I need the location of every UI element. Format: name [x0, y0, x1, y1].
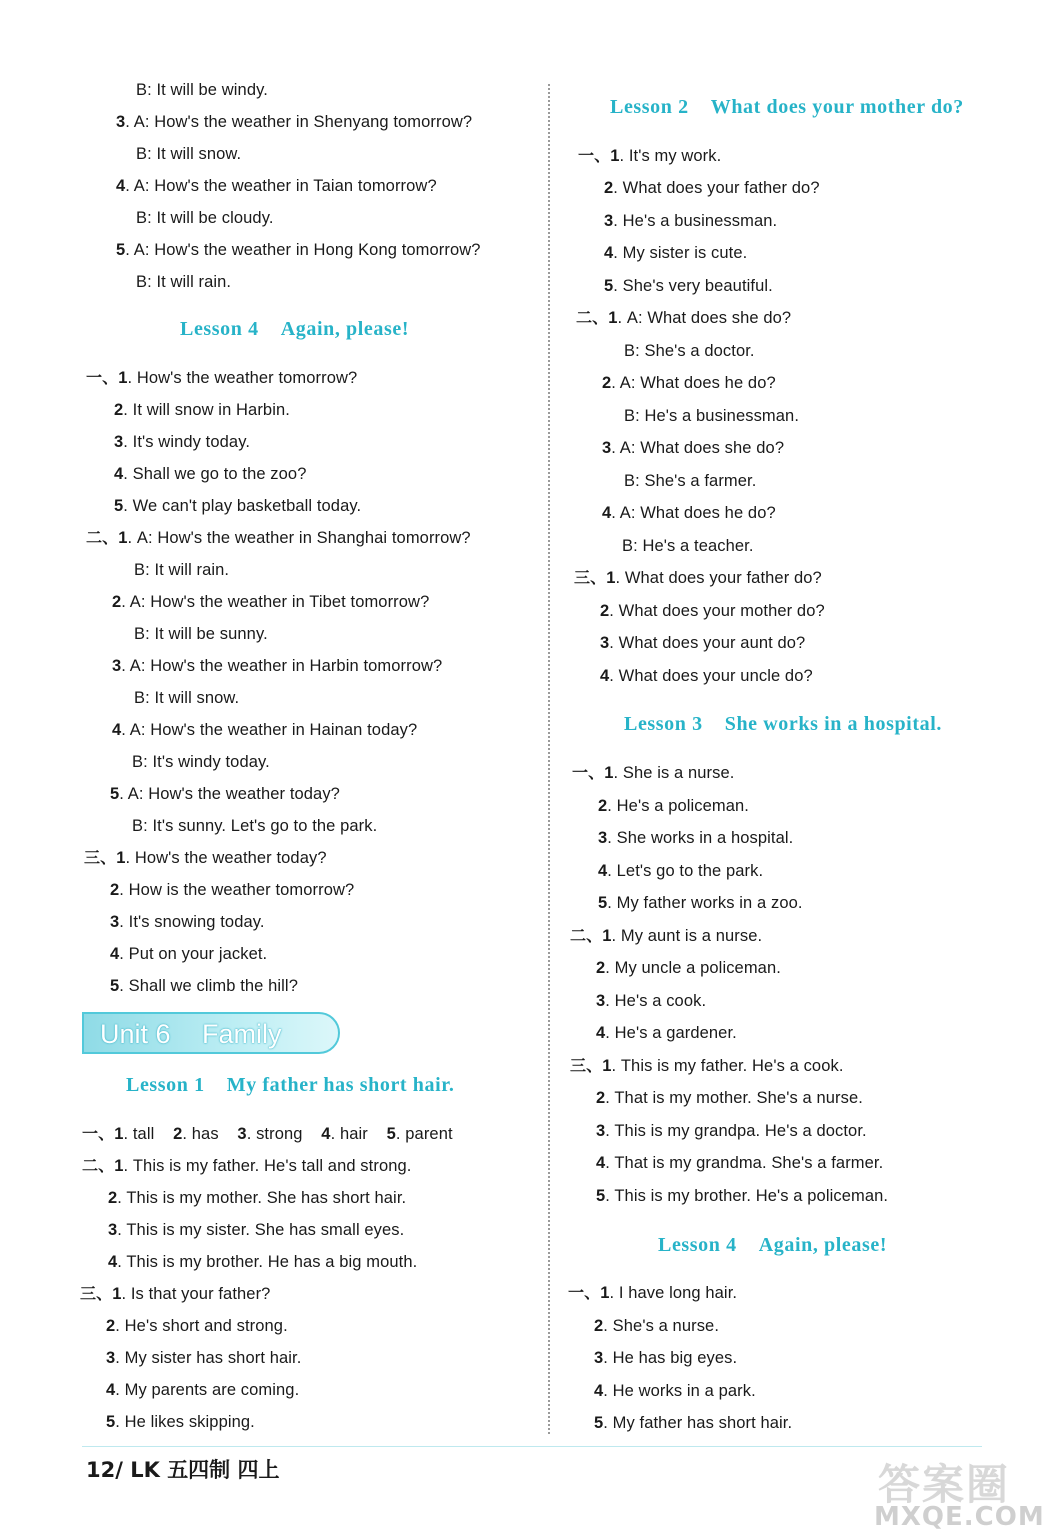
answer-line: 二、1. A: What does she do?: [576, 308, 792, 327]
page-footer: 12/ LK 五四制 四上: [86, 1458, 280, 1482]
lesson-heading: Lesson 3 She works in a hospital.: [624, 713, 942, 735]
answer-line: 5. She's very beautiful.: [604, 277, 773, 295]
answer-line: 3. He's a businessman.: [604, 212, 778, 230]
answer-line: B: It will be windy.: [136, 81, 268, 99]
unit-label: Unit 6: [100, 1019, 171, 1049]
column-divider: [548, 84, 550, 1434]
answer-line: B: He's a businessman.: [624, 407, 800, 425]
answer-line: 5. We can't play basketball today.: [114, 497, 362, 515]
answer-line: 2. That is my mother. She's a nurse.: [596, 1089, 863, 1107]
book-code: LK: [130, 1458, 160, 1482]
answer-line: 一、1. She is a nurse.: [572, 763, 735, 782]
answer-line: B: It will be cloudy.: [136, 209, 274, 227]
answer-line: 二、1. My aunt is a nurse.: [570, 926, 763, 945]
answer-line: B: It's sunny. Let's go to the park.: [132, 817, 378, 835]
lesson-heading: Lesson 4 Again, please!: [658, 1234, 888, 1256]
answer-line: 一、1. How's the weather tomorrow?: [86, 368, 358, 387]
answer-line: 2. A: How's the weather in Tibet tomorrow?: [112, 593, 430, 611]
answer-line: 3. This is my grandpa. He's a doctor.: [596, 1122, 867, 1140]
answer-line: 2. This is my mother. She has short hair.: [108, 1189, 407, 1207]
answer-line: 2. She's a nurse.: [594, 1317, 720, 1335]
answer-line: 2. What does your father do?: [604, 179, 820, 197]
answer-line: 3. He's a cook.: [596, 992, 707, 1010]
answer-line: 3. This is my sister. She has small eyes.: [108, 1221, 405, 1239]
answer-line: 2. A: What does he do?: [602, 374, 776, 392]
answer-line: 3. My sister has short hair.: [106, 1349, 302, 1367]
answer-line: 一、1. It's my work.: [578, 146, 722, 165]
answer-line: 4. A: How's the weather in Taian tomorrow?: [116, 177, 437, 195]
answer-line: 2. What does your mother do?: [600, 602, 825, 620]
answer-line: 4. That is my grandma. She's a farmer.: [596, 1154, 884, 1172]
answer-line: 2. How is the weather tomorrow?: [110, 881, 355, 899]
answer-line: 4. My parents are coming.: [106, 1381, 300, 1399]
answer-line: 3. She works in a hospital.: [598, 829, 794, 847]
answer-line: 4. Let's go to the park.: [598, 862, 764, 880]
answer-line: 4. A: How's the weather in Hainan today?: [112, 721, 418, 739]
answer-line: 一、1. I have long hair.: [568, 1283, 738, 1302]
answer-line: B: She's a doctor.: [624, 342, 755, 360]
answer-line: B: It will snow.: [136, 145, 242, 163]
lesson-heading: Lesson 4 Again, please!: [180, 318, 410, 340]
answer-line: 5. A: How's the weather today?: [110, 785, 340, 803]
answer-line: 4. My sister is cute.: [604, 244, 748, 262]
answer-line: B: It's windy today.: [132, 753, 270, 771]
answer-line: 三、1. What does your father do?: [574, 568, 822, 587]
answer-line: 3. It's windy today.: [114, 433, 251, 451]
answer-line: 2. My uncle a policeman.: [596, 959, 781, 977]
watermark-logo: 答案圈 MXQE.COM: [874, 1460, 1045, 1532]
answer-line: 3. A: How's the weather in Harbin tomorrow?: [112, 657, 443, 675]
answer-line: 4. He's a gardener.: [596, 1024, 737, 1042]
unit-name: Family: [202, 1019, 282, 1049]
answer-line: 3. What does your aunt do?: [600, 634, 806, 652]
answer-line: 三、1. This is my father. He's a cook.: [570, 1056, 844, 1075]
answer-line: 一、1. tall 2. has 3. strong 4. hair 5. parent: [82, 1124, 453, 1143]
answer-line: 二、1. A: How's the weather in Shanghai tomorrow?: [86, 528, 471, 547]
answer-line: B: He's a teacher.: [622, 537, 754, 555]
unit-banner: [82, 1012, 340, 1054]
answer-line: 2. He's short and strong.: [106, 1317, 288, 1335]
answer-line: 3. It's snowing today.: [110, 913, 265, 931]
answer-line: 4. A: What does he do?: [602, 504, 776, 522]
footer-rule: [82, 1446, 982, 1447]
answer-line: 2. He's a policeman.: [598, 797, 749, 815]
answer-line: 2. It will snow in Harbin.: [114, 401, 290, 419]
answer-line: 三、1. How's the weather today?: [84, 848, 327, 867]
answer-line: 4. This is my brother. He has a big mouth.: [108, 1253, 418, 1271]
answer-line: 5. This is my brother. He's a policeman.: [596, 1187, 889, 1205]
answer-line: 4. Shall we go to the zoo?: [114, 465, 307, 483]
answer-line: 二、1. This is my father. He's tall and strong.: [82, 1156, 412, 1175]
page-number: 12: [86, 1458, 116, 1482]
lesson-heading: Lesson 1 My father has short hair.: [126, 1074, 455, 1096]
answer-line: 5. My father works in a zoo.: [598, 894, 803, 912]
answer-line: 4. He works in a park.: [594, 1382, 756, 1400]
answer-line: 5. He likes skipping.: [106, 1413, 255, 1431]
book-grade: 五四制 四上: [167, 1458, 280, 1482]
answer-line: 4. What does your uncle do?: [600, 667, 813, 685]
answer-line: 三、1. Is that your father?: [80, 1284, 271, 1303]
answer-line: B: It will snow.: [134, 689, 240, 707]
answer-line: 3. A: How's the weather in Shenyang tomorrow?: [116, 113, 473, 131]
answer-line: 3. He has big eyes.: [594, 1349, 738, 1367]
answer-line: 5. My father has short hair.: [594, 1414, 793, 1432]
answer-line: B: It will rain.: [134, 561, 230, 579]
answer-line: B: It will be sunny.: [134, 625, 268, 643]
lesson-heading: Lesson 2 What does your mother do?: [610, 96, 964, 118]
answer-line: 3. A: What does she do?: [602, 439, 785, 457]
answer-line: 5. A: How's the weather in Hong Kong tomorrow?: [116, 241, 481, 259]
answer-line: B: It will rain.: [136, 273, 232, 291]
answer-line: 5. Shall we climb the hill?: [110, 977, 298, 995]
answer-line: B: She's a farmer.: [624, 472, 757, 490]
answer-line: 4. Put on your jacket.: [110, 945, 268, 963]
